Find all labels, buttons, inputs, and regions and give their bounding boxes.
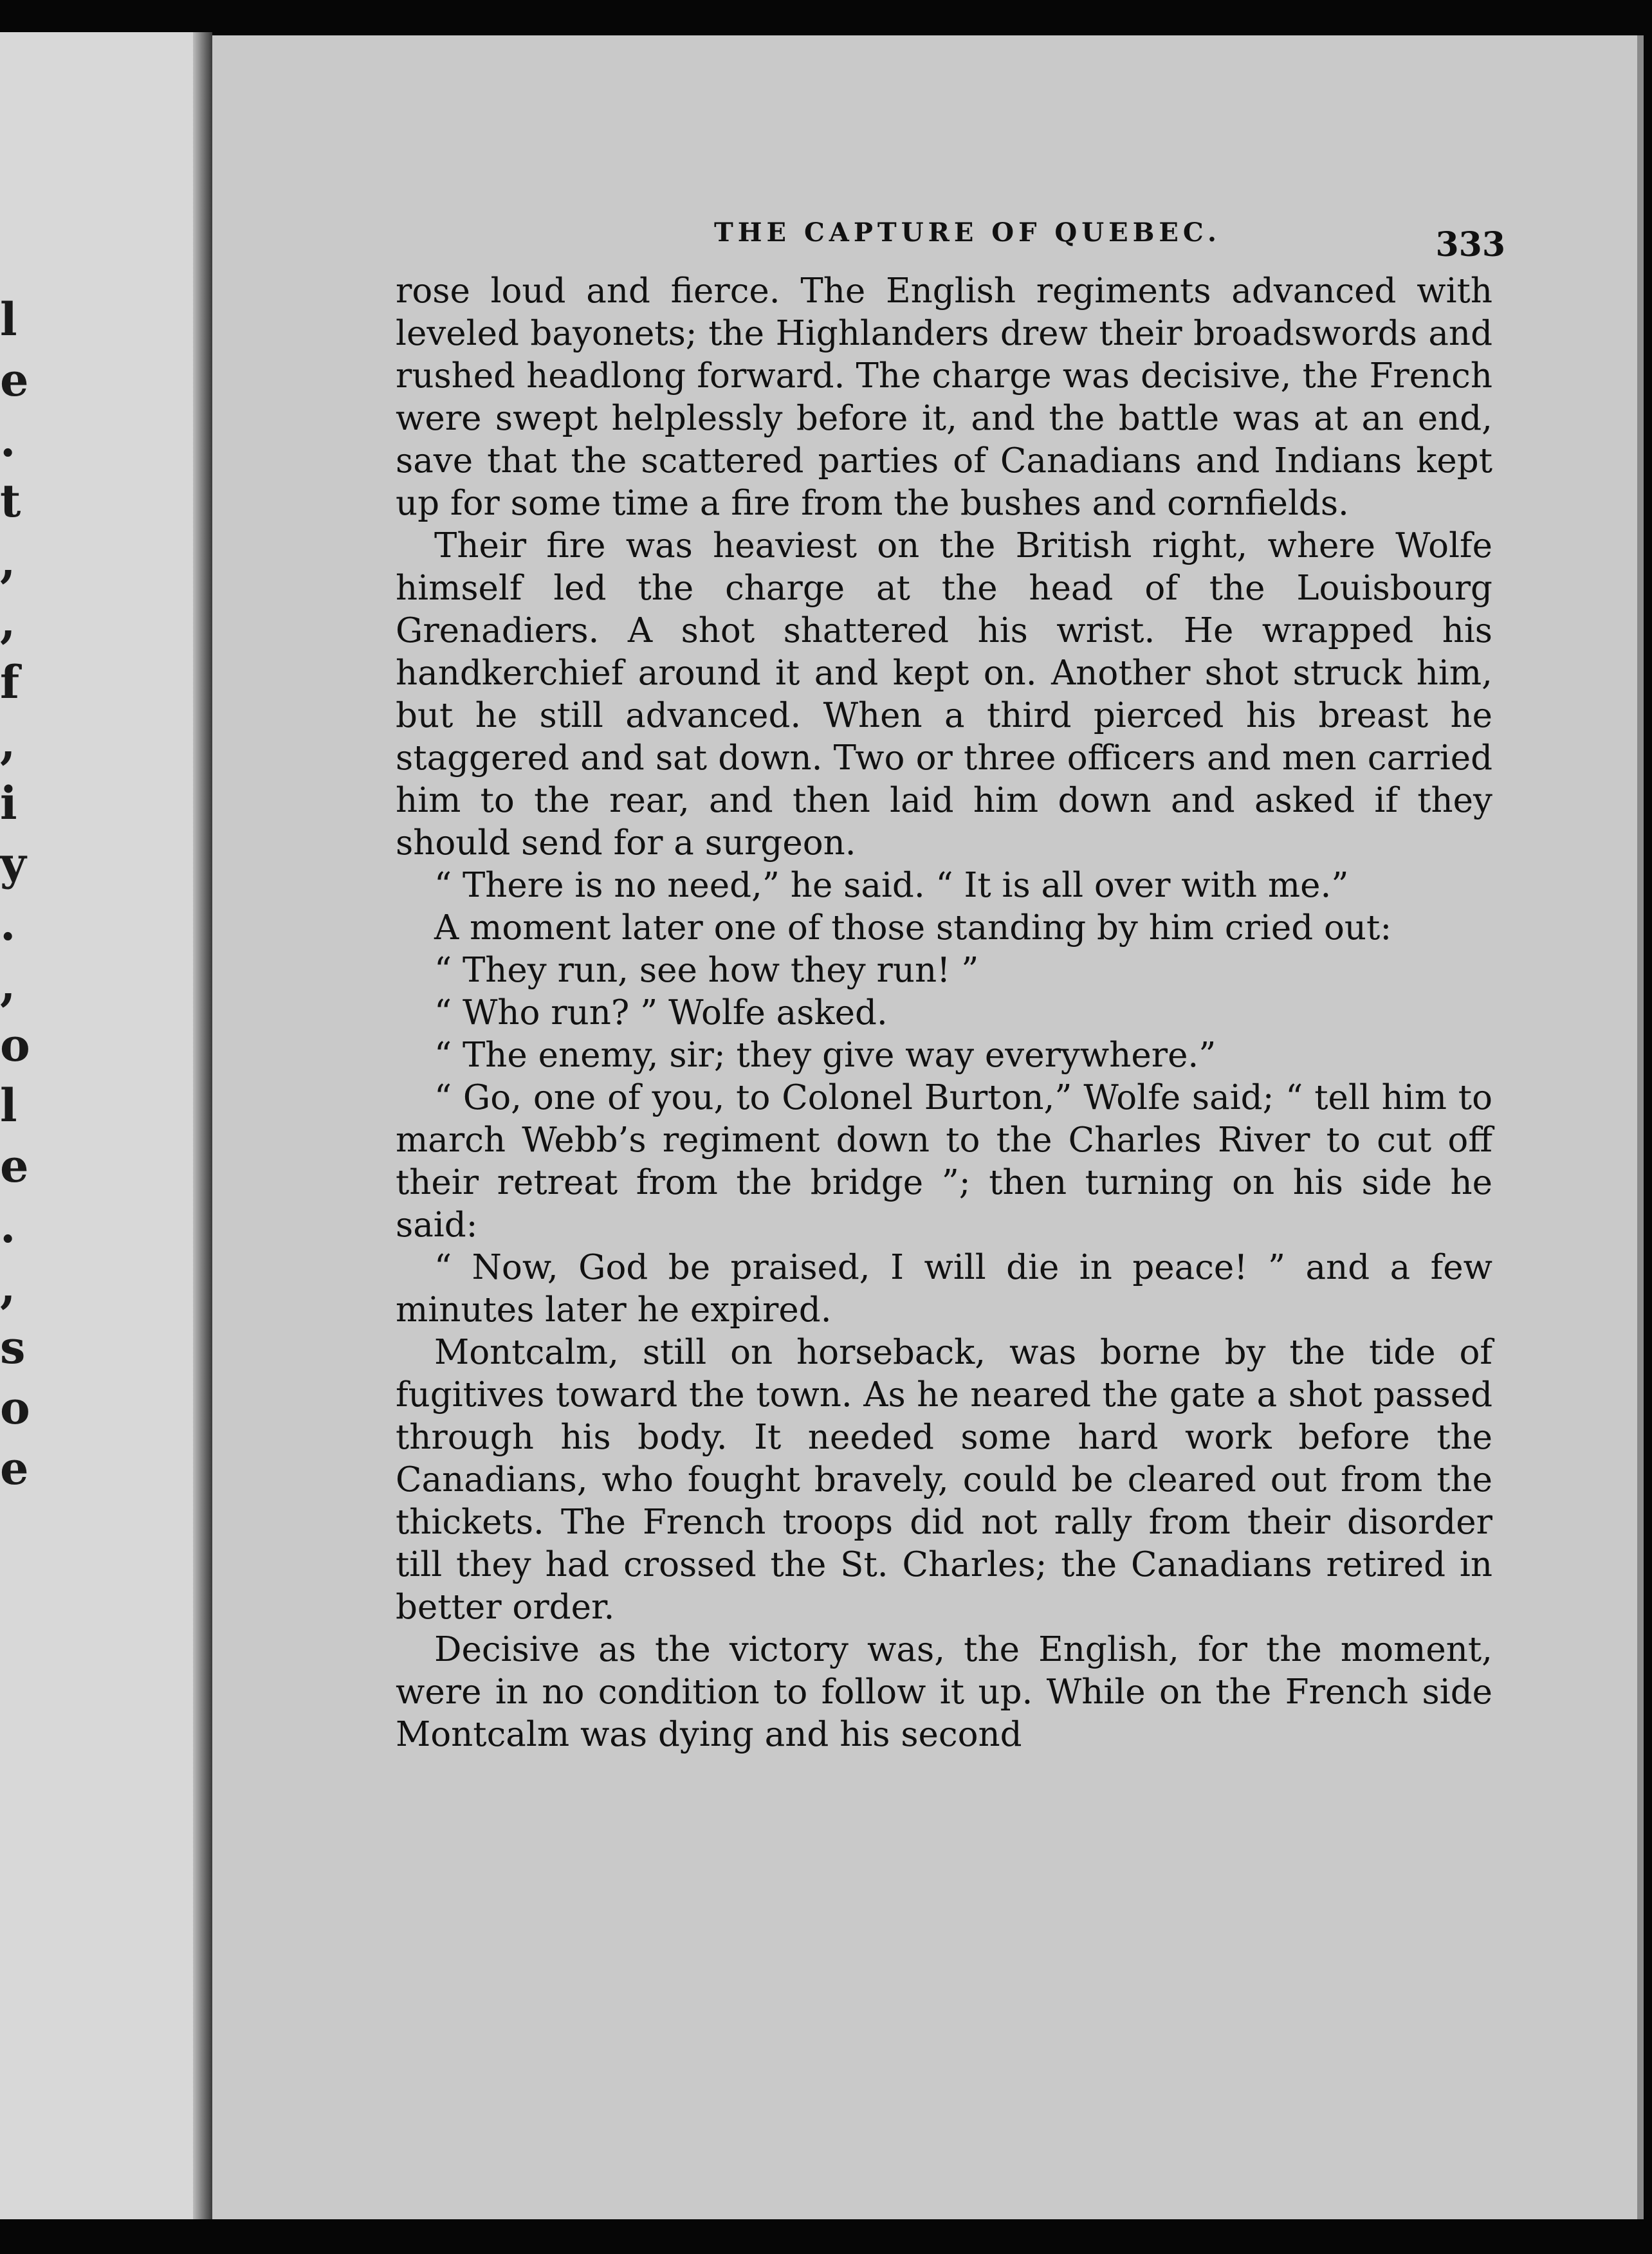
paragraph: “ Who run? ” Wolfe asked. — [434, 993, 888, 1032]
fragment: , — [0, 595, 16, 648]
fragment: i — [0, 776, 17, 830]
facing-page-text-fragments — [0, 289, 39, 1499]
page-number: 333 — [1435, 225, 1505, 264]
fragment: s — [0, 1321, 26, 1374]
body-text — [396, 270, 1492, 1756]
fragment: f — [0, 655, 20, 709]
paragraph: “ There is no need,” he said. “ It is all over with me.” — [434, 866, 1349, 905]
paragraph: Montcalm, still on horseback, was borne by the tide of fugitives toward the town. As he neared the gate a shot passed through his body. It needed some hard work before the Canadians, who fought bravely, could be cleared out from the thickets. The French troops did not rally from their disorder till they had crossed the St. Charles; the Canadians retired in better order. — [396, 1333, 1492, 1627]
fragment: o — [0, 1381, 30, 1434]
paragraph: “ The enemy, sir; they give way everywhere.” — [434, 1036, 1216, 1075]
paragraph: Their fire was heaviest on the British right, where Wolfe himself led the charge at the head of the Louisbourg Grenadiers. A shot shattered his wrist. He wrapped his handkerchief around it and kept on. Another shot struck him, but he still advanced. When a third pierced his breast he staggered and sat down. Two or three officers and men carried him to the rear, and then laid him down and asked if they should send for a surgeon. — [396, 526, 1492, 863]
book-gutter — [193, 32, 212, 2219]
page-header — [502, 199, 1505, 264]
paragraph: “ Now, God be praised, I will die in peace! ” and a few minutes later he expired. — [396, 1248, 1492, 1330]
fragment: . — [0, 897, 16, 951]
fragment: l — [0, 293, 17, 346]
fragment: . — [0, 1200, 16, 1253]
paragraph: “ Go, one of you, to Colonel Burton,” Wolfe said; “ tell him to march Webb’s regiment down to the Charles River to cut off their retreat from the bridge ”; then turning on his side he said: — [396, 1078, 1492, 1245]
fragment: l — [0, 1079, 17, 1132]
paragraph: rose loud and fierce. The English regiments advanced with leveled bayonets; the Highlanders drew their broadswords and rushed headlong forward. The charge was decisive, the French were swept helplessly before it, and the battle was at an end, save that the scattered parties of Canadians and Indians kept up for some time a fire from the bushes and cornfields. — [396, 271, 1492, 523]
fragment: o — [0, 1018, 30, 1072]
fragment: , — [0, 535, 16, 588]
paragraph: Decisive as the victory was, the English, for the moment, were in no condition to follow it up. While on the French side Montcalm was dying and his second — [396, 1630, 1492, 1754]
facing-page-edge — [0, 32, 193, 2219]
fragment: , — [0, 1260, 16, 1314]
fragment: y — [0, 837, 26, 890]
fragment: t — [0, 474, 21, 527]
fragment: e — [0, 1139, 29, 1193]
fragment: e — [0, 353, 29, 407]
fragment: e — [0, 1442, 29, 1495]
fragment: , — [0, 716, 16, 769]
running-title: THE CAPTURE OF QUEBEC. — [714, 217, 1221, 248]
paragraph: “ They run, see how they run! ” — [434, 951, 979, 990]
fragment: , — [0, 958, 16, 1011]
paragraph: A moment later one of those standing by him cried out: — [434, 908, 1392, 948]
fragment: . — [0, 414, 16, 467]
